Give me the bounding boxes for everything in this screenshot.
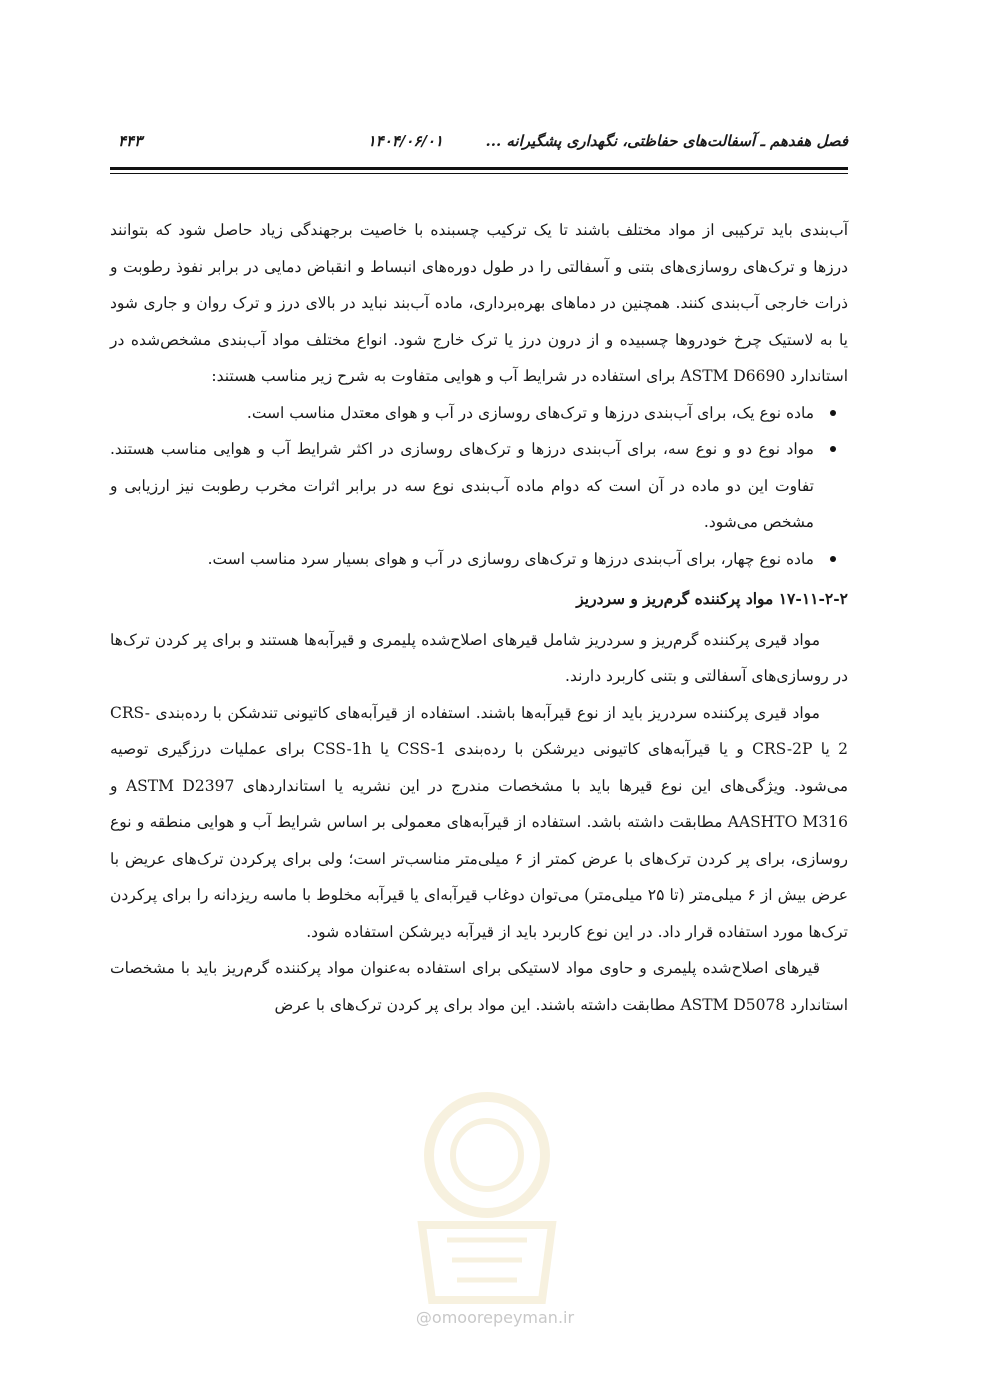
chapter-title: فصل هفدهم ـ آسفالت‌های حفاظتی، نگهداری پشگیرانه ... [485, 132, 848, 150]
list-item: مواد نوع دو و نوع سه، برای آب‌بندی درزها و ترک‌های روسازی در اکثر شرایط آب و هوایی مناسب هستند. تفاوت این دو ماده در آن است که دوام ماده آب‌بندی نوع سه در برابر اثرات مخرب رطوبت نیز ارزیابی و مشخص می‌شود. [110, 431, 814, 541]
header-rule-thin [110, 173, 848, 174]
bullet-list [110, 395, 848, 578]
list-item: ماده نوع یک، برای آب‌بندی درزها و ترک‌های روسازی در آب و هوای معتدل مناسب است. [110, 395, 814, 432]
header-date: ۱۴۰۴/۰۶/۰۱ [367, 132, 443, 150]
section-heading: ۱۷-۱۱-۲-۲ مواد پرکننده گرم‌ریز و سردریز [576, 589, 848, 608]
watermark-text: @omoorepeyman.ir [415, 1308, 575, 1327]
header-rule-thick [110, 167, 848, 170]
body-text [110, 212, 848, 1023]
paragraph-2: مواد قیری پرکننده گرم‌ریز و سردریز شامل قیرهای اصلاح‌شده پلیمری و قیرآبه‌ها هستند و برای پر کردن ترک‌ها در روسازی‌های آسفالتی و بتنی کاربرد دارند. [110, 630, 848, 685]
page-number: ۴۴۳ [118, 132, 143, 150]
list-item: ماده نوع چهار، برای آب‌بندی درزها و ترک‌های روسازی در آب و هوای بسیار سرد مناسب است. [110, 541, 814, 578]
intro-paragraph: آب‌بندی باید ترکیبی از مواد مختلف باشند تا یک ترکیب چسبنده با خاصیت برجهندگی زیاد حاصل شود که بتوانند درزها و ترک‌های روسازی‌های بتنی و آسفالتی را در طول دوره‌های انبساط و انقباض دمایی در برابر نفوذ رطوبت و ذرات خارجی آب‌بندی کنند. همچنین در دماهای بهره‌برداری، ماده آب‌بند نباید در بالای درز و ترک روان و جاری شود یا به لاستیک چرخ خودروها چسبیده و از درون درز یا ترک خارج شود. انواع مختلف مواد آب‌بندی مشخص‌شده در استاندارد ASTM D6690 برای استفاده در شرایط آب و هوایی متفاوت به شرح زیر مناسب هستند: [110, 221, 848, 385]
paragraph-4: قیرهای اصلاح‌شده پلیمری و حاوی مواد لاستیکی برای استفاده به‌عنوان مواد پرکننده گرم‌ریز باید با مشخصات استاندارد ASTM D5078 مطابقت داشته باشند. این مواد برای پر کردن ترک‌های با عرض [110, 959, 848, 1014]
paragraph-3: مواد قیری پرکننده سردریز باید از نوع قیرآبه‌ها باشند. استفاده از قیرآبه‌های کاتیونی تندشکن با رده‌بندی CRS-2 یا CRS-2P و یا قیرآبه‌های کاتیونی دیرشکن با رده‌بندی CSS-1 یا CSS-1h برای عملیات درزگیری توصیه می‌شود. ویژگی‌های این نوع قیرها باید با مشخصات مندرج در این نشریه یا استانداردهای ASTM D2397 و AASHTO M316 مطابقت داشته باشد. استفاده از قیرآبه‌های معمولی بر اساس شرایط آب و هوایی منطقه و نوع روسازی، برای پر کردن ترک‌های با عرض کمتر از ۶ میلی‌متر مناسب‌تر است؛ ولی برای پرکردن ترک‌های عریض با عرض بیش از ۶ میلی‌متر (تا ۲۵ میلی‌متر) می‌توان دوغاب قیرآبه‌ای یا قیرآبه مخلوط با ماسه ریزدانه را برای پرکردن ترک‌ها مورد استفاده قرار داد. در این نوع کاربرد باید از قیرآبه دیرشکن استفاده شود. [110, 703, 848, 941]
watermark-logo [392, 1085, 582, 1310]
page-header [110, 128, 848, 158]
